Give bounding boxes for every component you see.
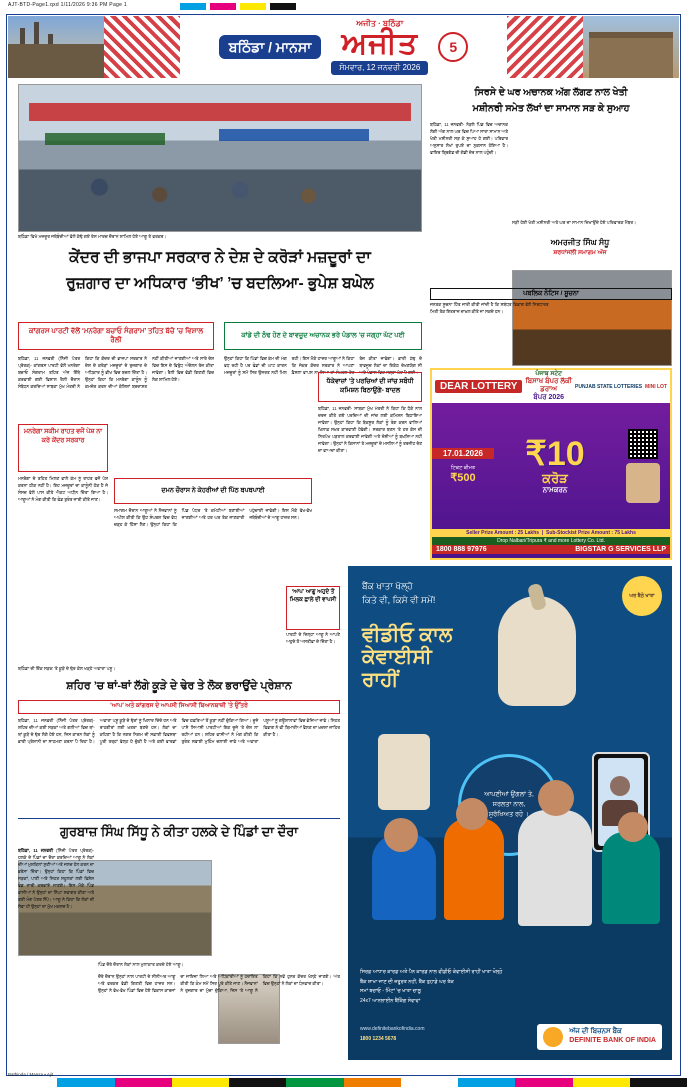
side-story-2: ਦਮਨ ਚੌਰਾਸ ਨੇ ਕੇਹਰੀਆਂ ਦੀ ਪਿੱਠ ਥਪਥਪਾਈ [114, 478, 312, 504]
lead-photo [18, 84, 422, 232]
person-1-head [384, 818, 418, 852]
bank-logo-icon [543, 1027, 563, 1047]
lead-body-right: ਉਨ੍ਹਾਂ ਕਿਹਾ ਕਿ ਪਿੰਡਾਂ ਵਿਚ ਕੰਮ ਦੀ ਮੰਗ ਵਧ ਰਹੀ ਹੈ ਪਰ ਫੰਡਾਂ ਦੀ ਘਾਟ ਕਾਰਨ ਮਜ਼ਦੂਰਾਂ ਨੂੰ ਸਮੇਂ ਸਿਰ ਉਜਰਤ ਨਹੀਂ ਮਿਲ ਰਹੀ। ਇਸ ਮੌਕੇ ਹਾਜ਼ਰ ਆਗੂਆਂ ਨੇ ਕਿਹਾ ਕਿ ਜੇਕਰ ਕੇਂਦਰ ਸਰਕਾਰ ਨੇ ਆਪਣਾ ਫ਼ੈਸਲਾ ਵਾਪਸ ਨਾ ਲਿਆ ਤਾਂ ਸੰਘਰਸ਼ ਹੋਰ ਤੇਜ਼ ਕੀਤਾ ਜਾਵੇਗਾ। ਭਾਰੀ ਠੰਢ ਦੇ ਬਾਵਜੂਦ ਲੋਕਾਂ ਦਾ ਇਕੱਠ ਦੇਖਣਯੋਗ ਸੀ ਅਤੇ ਪੰਡਾਲ ਵਿਚ ਜਗ੍ਹਾ ਘੱਟ ਪੈ ਗਈ। [224, 356, 422, 375]
masthead-date: ਸੋਮਵਾਰ, 12 ਜਨਵਰੀ 2026 [331, 61, 428, 75]
side-story-1-body: ਮਨਰੇਗਾ ਦੇ ਤਹਿਤ ਮਿਲਣ ਵਾਲੇ ਕੰਮ ਨੂੰ ਰਾਹਤ ਵਜੋਂ ਪੇਸ਼ ਕਰਨਾ ਠੀਕ ਨਹੀਂ ਹੈ। ਇਹ ਮਜ਼ਦੂਰਾਂ ਦਾ ਕਾਨੂੰਨੀ ਹੱਕ ਹੈ ਜੋ ਸੰਸਦ ਵੱਲੋਂ ਪਾਸ ਕੀਤੇ ਐਕਟ ਅਧੀਨ ਦਿੱਤਾ ਗਿਆ ਹੈ। ਆਗੂਆਂ ਨੇ ਮੰਗ ਕੀਤੀ ਕਿ ਫੰਡ ਤੁਰੰਤ ਜਾਰੀ ਕੀਤੇ ਜਾਣ। [18, 476, 108, 502]
person-2 [444, 818, 504, 920]
lottery-price: ₹500 [450, 472, 476, 484]
lottery-qr-code[interactable] [628, 429, 658, 459]
public-notice-header: ਪਬਲਿਕ ਨੋਟਿਸ / ਸੂਚਨਾ [430, 288, 672, 300]
masthead-photo-right [583, 16, 679, 78]
lead-body-left: ਬਠਿੰਡਾ, 11 ਜਨਵਰੀ (ਨਿੱਜੀ ਪੱਤਰ ਪ੍ਰੇਰਕ)- ਕਾਂਗਰਸ ਪਾਰਟੀ ਵੱਲੋਂ ਮਨਰੇਗਾ ਬਚਾਓ ਸੰਗਰਾਮ ਤਹਿਤ ਅੱਜ ਇੱਥੇ ਕਰਵਾਈ ਗਈ ਵਿਸ਼ਾਲ ਰੈਲੀ ਦੌਰਾਨ ਸੰਬੋਧਨ ਕਰਦਿਆਂ ਸਾਬਕਾ ਮੁੱਖ ਮੰਤਰੀ ਨੇ ਕਿਹਾ ਕਿ ਕੇਂਦਰ ਦੀ ਭਾਜਪਾ ਸਰਕਾਰ ਨੇ ਦੇਸ਼ ਦੇ ਕਰੋੜਾਂ ਮਜ਼ਦੂਰਾਂ ਦੇ ਰੁਜ਼ਗਾਰ ਦੇ ਅਧਿਕਾਰ ਨੂੰ ਭੀਖ ਵਿਚ ਬਦਲ ਦਿੱਤਾ ਹੈ। ਉਨ੍ਹਾਂ ਕਿਹਾ ਕਿ ਮਨਰੇਗਾ ਕਾਨੂੰਨ ਨੂੰ ਕਮਜ਼ੋਰ ਕਰਨ ਦੀਆਂ ਕੋਸ਼ਿਸ਼ਾਂ ਬਰਦਾਸ਼ਤ ਨਹੀਂ ਕੀਤੀਆਂ ਜਾਣਗੀਆਂ ਅਤੇ ਸਾਰੇ ਦੇਸ਼ ਵਿਚ ਇਸ ਦੇ ਵਿਰੁੱਧ ਅੰਦੋਲਨ ਤੇਜ਼ ਕੀਤਾ ਜਾਵੇਗਾ। ਰੈਲੀ ਵਿਚ ਵੱਡੀ ਗਿਣਤੀ ਵਿਚ ਲੋਕ ਸ਼ਾਮਿਲ ਹੋਏ। [18, 356, 214, 389]
tour-body-bottom: ਦੌਰੇ ਦੌਰਾਨ ਉਨ੍ਹਾਂ ਨਾਲ ਪਾਰਟੀ ਦੇ ਸੀਨੀਅਰ ਆਗੂ ਅਤੇ ਵਰਕਰ ਵੱਡੀ ਗਿਣਤੀ ਵਿਚ ਹਾਜ਼ਰ ਸਨ। ਉਨ੍ਹਾਂ ਨੇ ਵੱਖ-ਵੱਖ ਪਿੰਡਾਂ ਵਿਚ ਹੋਏ ਵਿਕਾਸ ਕਾਰਜਾਂ ਦਾ ਜਾਇਜ਼ਾ ਲਿਆ ਅਤੇ ਅਧਿਕਾਰੀਆਂ ਨੂੰ ਹਦਾਇਤ ਕੀਤੀ ਕਿ ਕੰਮ ਸਮੇਂ ਸਿਰ ਪੂਰੇ ਕੀਤੇ ਜਾਣ। ਨੌਜਵਾਨਾਂ ਨੇ ਰੁਜ਼ਗਾਰ ਦਾ ਮੁੱਦਾ ਚੁੱਕਿਆ, ਜਿਸ ’ਤੇ ਆਗੂ ਨੇ ਕਿਹਾ ਕਿ ਨਵੇਂ ਹੁਨਰ ਕੇਂਦਰ ਖੋਲ੍ਹੇ ਜਾਣਗੇ। ਅੰਤ ਵਿਚ ਉਨ੍ਹਾਂ ਨੇ ਲੋਕਾਂ ਦਾ ਧੰਨਵਾਦ ਕੀਤਾ। [98, 974, 340, 993]
fire-headline-line2: ਮਸ਼ੀਨਰੀ ਸਮੇਤ ਲੱਖਾਂ ਦਾ ਸਾਮਾਨ ਸੜ ਕੇ ਸੁਆਹ [472, 103, 630, 114]
masthead-pattern-left [104, 16, 180, 78]
cattle-headline: ਸ਼ਹਿਰ ’ਚ ਥਾਂ-ਥਾਂ ਲੱਗੇ ਕੂੜੇ ਦੇ ਢੇਰ ਤੇ ਲੋਕ ਭਰਾਉਂਦੇ ਪ੍ਰੇਸ਼ਾਨ [66, 680, 292, 692]
masthead-pattern-right [507, 16, 583, 78]
lead-headline-line2: ਰੁਜ਼ਗਾਰ ਦਾ ਅਧਿਕਾਰ ‘ਭੀਖ’ ’ਚ ਬਦਲਿਆ- ਭੁਪੇਸ਼ ਬਘੇਲ [66, 275, 374, 292]
lottery-mini-badge: MINI LOT [645, 383, 667, 390]
masthead [8, 16, 679, 78]
bank-ad-big-line2: ਕੇਵਾਈਸੀ [362, 646, 432, 669]
lottery-scheme-line1: ਪੰਜਾਬ ਸਟੇਟ [535, 371, 563, 377]
tour-photo-caption: ਪਿੰਡ ਦੌਰੇ ਦੌਰਾਨ ਲੋਕਾਂ ਨਾਲ ਮੁਲਾਕਾਤ ਕਰਦੇ ਹੋਏ ਆਗੂ। [98, 962, 184, 967]
bank-ad-big-line1: ਵੀਡੀਓ ਕਾਲ [362, 624, 453, 646]
side-story-3: ਧੱਕੇਵਾਜ਼ਾਂ ’ਤੇ ਪਰਚਿਆਂ ਦੀ ਜਾਂਚ ਸਬੰਧੀ ਕਮਿਸ਼ਨ ਬਿਠਾਉਂਗੇ- ਬਾਦਲ [318, 372, 422, 402]
public-notice-body: ਜਨਤਕ ਸੂਚਨਾ ਹਿੱਤ ਜਾਰੀ ਕੀਤੀ ਜਾਂਦੀ ਹੈ ਕਿ ਸਬੰਧਤ ਵਿਭਾਗ ਵੱਲੋਂ ਨਿਰਧਾਰਤ ਮਿਤੀ ਤੱਕ ਇਤਰਾਜ਼ ਦਾਖ਼ਲ ਕੀਤੇ ਜਾ ਸਕਦੇ ਹਨ। [430, 302, 549, 314]
bank-identity [537, 1024, 662, 1050]
bank-ad-top-line2: ਕਿਤੇ ਵੀ, ਕਿਸੇ ਵੀ ਸਮੇਂ! [362, 594, 436, 605]
lead-headline-line1: ਕੇਂਦਰ ਦੀ ਭਾਜਪਾ ਸਰਕਾਰ ਨੇ ਦੇਸ਼ ਦੇ ਕਰੋੜਾਂ ਮਜ਼ਦੂਰਾਂ ਦਾ [69, 249, 371, 266]
cattle-subhead: ‘ਆਪ’ ਅਤੇ ਕਾਂਗਰਸ ਦੇ ਆਪਸੀ ਸਿਆਸੀ ਬਿਆਨਬਾਜ਼ੀ ’ਤੇ ਉੱਤਰੇ [18, 700, 340, 714]
mascot-moneybag-icon [498, 596, 576, 706]
person-4-head [618, 812, 648, 842]
lottery-ad-header [432, 370, 670, 403]
side-story-4-body: ਪਾਰਟੀ ਦੇ ਜ਼ਿਲ੍ਹਾ ਆਗੂ ਨੇ ਆਪਣੇ ਅਹੁਦੇ ਤੋਂ ਅਸਤੀਫ਼ਾ ਦੇ ਦਿੱਤਾ ਹੈ। [286, 632, 340, 644]
lottery-draw-date: 17.01.2026 [432, 448, 494, 459]
color-calibration-bar [0, 1078, 687, 1087]
bank-ad-bullet-3: ਸਮਾਂ ਬਚਾਓ - ਮਿੰਟਾਂ ’ਚ ਖਾਤਾ ਚਾਲੂ [360, 988, 421, 994]
page-footer: Bathinda / Mansa • Ajit [8, 1072, 54, 1077]
masthead-title: ਅਜੀਤ [341, 27, 419, 60]
tour-body-left: ਬਠਿੰਡਾ, 11 ਜਨਵਰੀ (ਨਿੱਜੀ ਪੱਤਰ ਪ੍ਰੇਰਕ)- ਹਲਕੇ ਦੇ ਪਿੰਡਾਂ ਦਾ ਦੌਰਾ ਕਰਦਿਆਂ ਆਗੂ ਨੇ ਲੋਕਾਂ ਦੀਆਂ ਮੁਸ਼ਕਿਲਾਂ ਸੁਣੀਆਂ ਅਤੇ ਜਲਦ ਹੱਲ ਕਰਨ ਦਾ ਭਰੋਸਾ ਦਿੱਤਾ। ਉਨ੍ਹਾਂ ਕਿਹਾ ਕਿ ਪਿੰਡਾਂ ਵਿਚ ਸੜਕਾਂ, ਪਾਣੀ ਅਤੇ ਸਿਹਤ ਸਹੂਲਤਾਂ ਲਈ ਵਿਸ਼ੇਸ਼ ਫੰਡ ਜਾਰੀ ਕਰਵਾਏ ਜਾਣਗੇ। ਇਸ ਮੌਕੇ ਪਿੰਡ ਵਾਸੀਆਂ ਨੇ ਉਨ੍ਹਾਂ ਦਾ ਨਿੱਘਾ ਸਵਾਗਤ ਕੀਤਾ ਅਤੇ ਕਈ ਮੰਗ ਪੱਤਰ ਸੌਂਪੇ। ਆਗੂ ਨੇ ਕਿਹਾ ਕਿ ਲੋਕਾਂ ਦੀ ਸੇਵਾ ਹੀ ਉਨ੍ਹਾਂ ਦਾ ਮੁੱਖ ਮਕਸਦ ਹੈ। [18, 848, 94, 909]
person-3-head [538, 780, 574, 816]
side-story-3-body: ਬਠਿੰਡਾ, 11 ਜਨਵਰੀ- ਸਾਬਕਾ ਮੁੱਖ ਮੰਤਰੀ ਨੇ ਕਿਹਾ ਕਿ ਧੱਕੇ ਨਾਲ ਦਰਜ ਕੀਤੇ ਗਏ ਪਰਚਿਆਂ ਦੀ ਜਾਂਚ ਲਈ ਕਮਿਸ਼ਨ ਬਿਠਾਇਆ ਜਾਵੇਗਾ। ਉਨ੍ਹਾਂ ਕਿਹਾ ਕਿ ਬੇਕਸੂਰ ਲੋਕਾਂ ਨੂੰ ਤੰਗ ਕਰਨ ਵਾਲਿਆਂ ਖ਼ਿਲਾਫ਼ ਸਖ਼ਤ ਕਾਰਵਾਈ ਹੋਵੇਗੀ। ਸਰਕਾਰ ਬਣਨ ’ਤੇ ਹਰ ਕੇਸ ਦੀ ਨਿਰਪੱਖ ਪੜਤਾਲ ਕਰਵਾਈ ਜਾਵੇਗੀ ਅਤੇ ਦੋਸ਼ੀਆਂ ਨੂੰ ਬਖ਼ਸ਼ਿਆ ਨਹੀਂ ਜਾਵੇਗਾ। ਉਨ੍ਹਾਂ ਨੇ ਕਿਸਾਨਾਂ ਤੇ ਮਜ਼ਦੂਰਾਂ ਦੇ ਮਸਲਿਆਂ ਨੂੰ ਤਰਜੀਹ ਦੇਣ ਦਾ ਵਾਅਦਾ ਕੀਤਾ। [318, 406, 422, 453]
cattle-photo-caption: ਬਠਿੰਡਾ ਦੀ ਇੱਕ ਸੜਕ ’ਤੇ ਕੂੜੇ ਦੇ ਢੇਰ ਕੋਲ ਖੜ੍ਹੇ ਅਵਾਰਾ ਪਸ਼ੂ। [18, 666, 116, 671]
lottery-agency: BIGSTAR G SERVICES LLP [575, 546, 666, 553]
lottery-price-label: ਟਿਕਟ ਕੀਮਤ [450, 465, 476, 471]
bank-ad-tollfree: 1800 1234 5678 [360, 1036, 397, 1042]
tour-headline: ਗੁਰਬਾਜ਼ ਸਿੰਘ ਸਿੱਧੂ ਨੇ ਕੀਤਾ ਹਲਕੇ ਦੇ ਪਿੰਡਾਂ ਦਾ ਦੌਰਾ [59, 824, 299, 839]
bank-name-pa: ਅੱਜ ਦੀ ਬਿਜ਼ਨਸ ਬੈਂਕ [569, 1028, 622, 1036]
bank-ad-website[interactable]: www.definitebankofindia.com [360, 1026, 425, 1032]
lottery-seller-prize: Seller Prize Amount : 25 Lakhs | Sub-Stockist Prize Amount : 75 Lakhs [432, 529, 670, 537]
obituary-subtitle: ਸ਼ਰਧਾਂਜਲੀ ਸਮਾਗਮ ਅੱਜ [553, 250, 607, 256]
person-3 [518, 810, 592, 926]
bank-ad-badge: ਆਪਣੀਆਂ ਉਂਗਲਾਂ ਤੇ, ਸਰਲਤਾ ਨਾਲ, ਸੁਰੱਖਿਅਤ ਰਹੋ । [458, 754, 560, 856]
bank-ad-bullets [360, 968, 660, 1006]
fire-photo-caption: ਸੜੀ ਹੋਈ ਖੇਤੀ ਮਸ਼ੀਨਰੀ ਅਤੇ ਘਰ ਦਾ ਸਾਮਾਨ ਦਿਖਾਉਂਦੇ ਹੋਏ ਪਰਿਵਾਰਕ ਮੈਂਬਰ। [512, 220, 637, 225]
bank-ad-seal: ਘਰ ਬੈਠੇ ਖਾਤਾ [622, 576, 662, 616]
side-story-2-body: ਸਮਾਗਮ ਦੌਰਾਨ ਆਗੂਆਂ ਨੇ ਨੌਜਵਾਨਾਂ ਨੂੰ ਅਪੀਲ ਕੀਤੀ ਕਿ ਉਹ ਸੰਘਰਸ਼ ਵਿਚ ਵੱਧ ਚੜ੍ਹ ਕੇ ਹਿੱਸਾ ਲੈਣ। ਉਨ੍ਹਾਂ ਕਿਹਾ ਕਿ ਪਿੰਡ ਪੱਧਰ ’ਤੇ ਕਮੇਟੀਆਂ ਬਣਾਈਆਂ ਜਾਣਗੀਆਂ ਅਤੇ ਹਰ ਘਰ ਤੱਕ ਜਾਣਕਾਰੀ ਪਹੁੰਚਾਈ ਜਾਵੇਗੀ। ਇਸ ਮੌਕੇ ਵੱਖ-ਵੱਖ ਜਥੇਬੰਦੀਆਂ ਦੇ ਆਗੂ ਹਾਜ਼ਰ ਸਨ। [114, 508, 312, 527]
lottery-ad[interactable] [430, 368, 672, 560]
section-divider [18, 818, 340, 819]
cattle-body: ਬਠਿੰਡਾ, 11 ਜਨਵਰੀ (ਨਿੱਜੀ ਪੱਤਰ ਪ੍ਰੇਰਕ)- ਸ਼ਹਿਰ ਦੀਆਂ ਕਈ ਸੜਕਾਂ ਅਤੇ ਗਲੀਆਂ ਵਿਚ ਥਾਂ-ਥਾਂ ਕੂੜੇ ਦੇ ਢੇਰ ਲੱਗੇ ਹੋਏ ਹਨ, ਜਿਸ ਕਾਰਨ ਲੋਕਾਂ ਨੂੰ ਭਾਰੀ ਪ੍ਰੇਸ਼ਾਨੀ ਦਾ ਸਾਹਮਣਾ ਕਰਨਾ ਪੈ ਰਿਹਾ ਹੈ। ਅਵਾਰਾ ਪਸ਼ੂ ਕੂੜੇ ਦੇ ਢੇਰਾਂ ਨੂੰ ਖਿਲਾਰ ਦਿੰਦੇ ਹਨ ਅਤੇ ਰਾਹਗੀਰਾਂ ਲਈ ਖ਼ਤਰਾ ਬਣਦੇ ਹਨ। ਲੋਕਾਂ ਦਾ ਕਹਿਣਾ ਹੈ ਕਿ ਨਗਰ ਨਿਗਮ ਦੀ ਸਫ਼ਾਈ ਵਿਵਸਥਾ ਪੂਰੀ ਤਰ੍ਹਾਂ ਫੇਲ੍ਹ ਹੋ ਚੁੱਕੀ ਹੈ ਅਤੇ ਕਈ ਵਾਰਡਾਂ ਵਿਚ ਹਫ਼ਤਿਆਂ ਤੋਂ ਕੂੜਾ ਨਹੀਂ ਚੁੱਕਿਆ ਗਿਆ। ਦੂਜੇ ਪਾਸੇ ਸਿਆਸੀ ਪਾਰਟੀਆਂ ਇਕ ਦੂਜੇ ’ਤੇ ਦੋਸ਼ ਲਾ ਰਹੀਆਂ ਹਨ। ਸ਼ਹਿਰ ਵਾਸੀਆਂ ਨੇ ਮੰਗ ਕੀਤੀ ਕਿ ਤੁਰੰਤ ਸਫ਼ਾਈ ਮੁਹਿੰਮ ਚਲਾਈ ਜਾਵੇ ਅਤੇ ਅਵਾਰਾ ਪਸ਼ੂਆਂ ਨੂੰ ਗਊਸ਼ਾਲਾਵਾਂ ਵਿਚ ਭੇਜਿਆ ਜਾਵੇ। ਸਿਹਤ ਵਿਭਾਗ ਨੇ ਵੀ ਬਿਮਾਰੀਆਂ ਫੈਲਣ ਦਾ ਖ਼ਦਸ਼ਾ ਜ਼ਾਹਿਰ ਕੀਤਾ ਹੈ। [18, 718, 340, 744]
bank-ad-big-line3: ਰਾਹੀਂ [362, 668, 399, 691]
lottery-footer [432, 545, 670, 554]
lottery-punjab-badge: PUNJAB STATE LOTTERIES [575, 383, 643, 390]
masthead-photo-left [8, 16, 104, 78]
lottery-prize-tag: ਨਾਮਕਰਨ [542, 487, 568, 494]
lead-subhead-left: ਕਾਂਗਰਸ ਪਾਰਟੀ ਵੱਲੋਂ ‘ਮਨਰੇਗਾ ਬਚਾਓ ਸੰਗਰਾਮ’ ਤਹਿਤ ਬੱਚੋ ’ਚ ਵਿਸ਼ਾਲ ਰੈਲੀ [18, 322, 214, 350]
bank-ad-top-line: ਬੈਂਕ ਖਾਤਾ ਖੋਲ੍ਹੋ [362, 581, 413, 591]
obituary-name: ਅਮਰਜੀਤ ਸਿੰਘ ਸੰਧੂ [550, 238, 610, 247]
fire-body: ਬਠਿੰਡਾ, 11 ਜਨਵਰੀ- ਨੇੜਲੇ ਪਿੰਡ ਵਿਚ ਅਚਾਨਕ ਲੱਗੀ ਅੱਗ ਨਾਲ ਘਰ ਵਿਚ ਪਿਆ ਸਾਰਾ ਸਾਮਾਨ ਅਤੇ ਖੇਤੀ ਮਸ਼ੀਨਰੀ ਸੜ ਕੇ ਸੁਆਹ ਹੋ ਗਈ। ਪਰਿਵਾਰ ਅਨੁਸਾਰ ਲੱਖਾਂ ਰੁਪਏ ਦਾ ਨੁਕਸਾਨ ਹੋਇਆ ਹੈ। ਫਾਇਰ ਬ੍ਰਿਗੇਡ ਦੀ ਗੱਡੀ ਦੇਰ ਨਾਲ ਪਹੁੰਚੀ। [430, 122, 508, 155]
lead-photo-caption: ਬਠਿੰਡਾ ਵਿਖੇ ਮਜ਼ਦੂਰ ਜਥੇਬੰਦੀਆਂ ਵੱਲੋਂ ਕੱਢੇ ਗਏ ਰੋਸ ਮਾਰਚ ਦੌਰਾਨ ਸ਼ਾਮਿਲ ਹੋਏ ਆਗੂ ਤੇ ਵਰਕਰ। [18, 234, 167, 239]
coin-stack-icon [378, 734, 430, 810]
page-number: 5 [438, 32, 468, 62]
lottery-brand: DEAR LOTTERY [435, 380, 522, 393]
side-story-4: ‘ਆਪ’ ਆਗੂ ਅਹੁਦੇ ਤੋਂ ਮਿਲਕ ਛਾਲੇ ਦੀ ਵਾਪਸੀ [286, 586, 340, 630]
side-story-1: ਮਨਰੇਗਾ ਸਕੀਮ ਰਾਹਤ ਵਜੋਂ ਪੇਸ਼ ਨਾ ਕਰੇ ਕੇਂਦਰ ਸਰਕਾਰ [18, 424, 108, 472]
fire-headline-line1: ਸਿਰਸੇ ਦੇ ਘਰ ਅਚਾਨਕ ਅੱਗ ਲੱਗਣ ਨਾਲ ਖੇਤੀ [474, 87, 628, 98]
obituary-block [488, 238, 672, 257]
person-2-head [456, 798, 488, 830]
lottery-helpline: 1800 888 97976 [436, 546, 487, 553]
lottery-helpline-note: Drop Nalbari/Tripura ₹ and more Lottery Co. Ltd. [432, 537, 670, 545]
bank-ad[interactable] [348, 566, 672, 1060]
edition-badge: ਬਠਿੰਡਾ / ਮਾਨਸਾ [219, 35, 322, 59]
bank-ad-bullet-2: ਬੈਂਕ ਸ਼ਾਖਾ ਜਾਣ ਦੀ ਜ਼ਰੂਰਤ ਨਹੀਂ, ਬੈਂਕ ਤੁਹਾਡੇ ਘਰ ਤੱਕ [360, 978, 454, 985]
lead-subhead-right: ਕਾਂਡੇ ਦੀ ਠੰਢ ਹੋਣ ਦੇ ਬਾਵਜੂਦ ਅਚਾਨਕ ਭਰੇ ਪੰਡਾਲ ’ਚ ਜਗ੍ਹਾ ਘੱਟ ਪਈ [224, 322, 422, 350]
lottery-scheme-line3: ਬੰਪਰ 2026 [533, 394, 565, 401]
lottery-prize-unit: ਕਰੋੜ [542, 471, 568, 486]
prepress-filename: AJT-BTD-Page1.qxd 1/11/2026 9:36 PM Page 1 [8, 2, 127, 8]
bank-name-en: DEFINITE BANK OF INDIA [569, 1037, 656, 1044]
bank-ad-bullet-1: ਸਿਰਫ਼ ਆਧਾਰ ਕਾਰਡ ਅਤੇ ਪੈਨ ਕਾਰਡ ਨਾਲ ਵੀਡੀਓ ਕੇਵਾਈਸੀ ਰਾਹੀਂ ਖਾਤਾ ਖੋਲ੍ਹੋ [360, 969, 503, 975]
lottery-model-photo [626, 463, 660, 503]
lottery-prize-amount: ₹10 [525, 435, 585, 473]
bank-ad-bullet-4: 24x7 ਆਨਲਾਈਨ ਬੈਂਕਿੰਗ ਸੇਵਾਵਾਂ [360, 997, 421, 1004]
person-4 [602, 832, 660, 924]
masthead-kicker: ਅਜੀਤ · ਬਠਿੰਡਾ [356, 19, 404, 28]
registration-strip [0, 0, 687, 14]
lottery-scheme-line2: ਬਿਸਾਖ ਬੰਪਰ ਲੱਕੀ ਡਰਾਅ [525, 378, 572, 393]
